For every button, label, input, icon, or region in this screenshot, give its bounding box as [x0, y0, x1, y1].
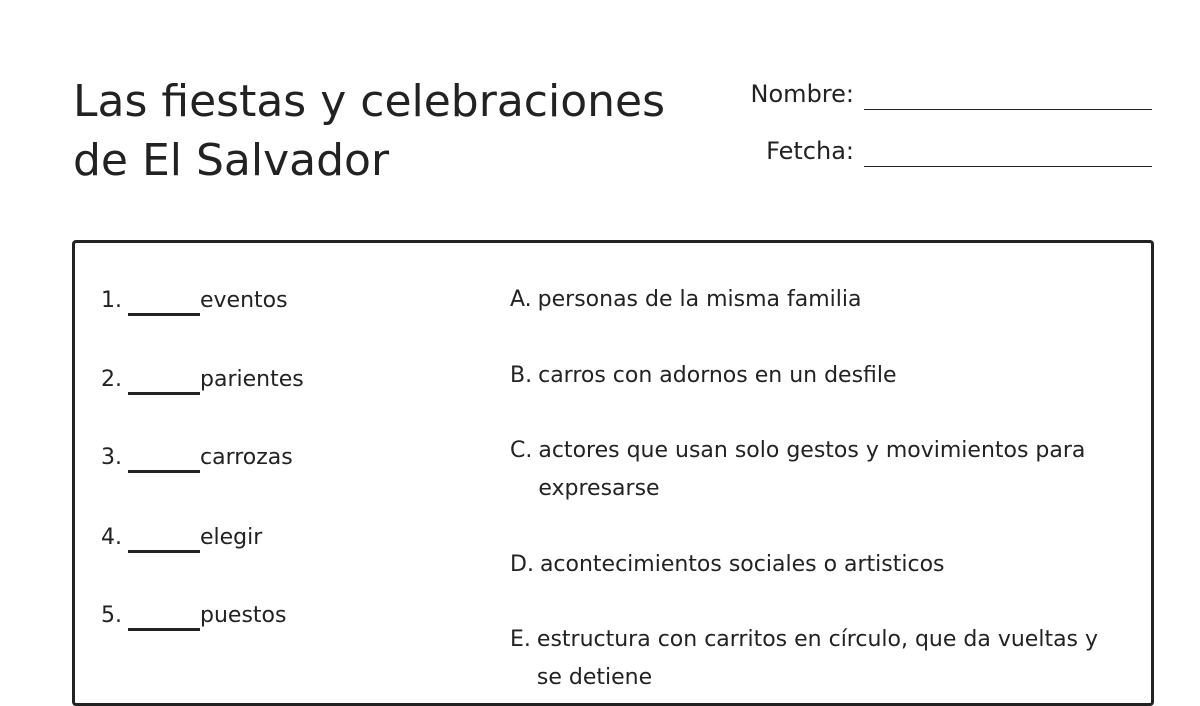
definition-text: actores que usan solo gestos y movimientos para expresarse — [538, 438, 1086, 501]
page-title — [73, 72, 665, 190]
definition-item — [510, 432, 1130, 508]
definition-letter: E. — [510, 627, 531, 652]
definition-text: carros con adornos en un desfile — [538, 363, 897, 388]
name-blank-line[interactable] — [864, 78, 1152, 110]
definition-letter: A. — [510, 287, 532, 312]
term-word: puestos — [200, 603, 287, 628]
term-item — [101, 365, 304, 395]
term-number: 3. — [101, 445, 122, 470]
name-label: Nombre: — [750, 80, 854, 108]
term-number: 2. — [101, 367, 122, 392]
definition-text: estructura con carritos en círculo, que da vueltas y se detiene — [536, 627, 1099, 690]
term-item — [101, 601, 286, 631]
title-line-1: Las fiestas y celebraciones — [73, 76, 666, 127]
answer-blank[interactable] — [128, 524, 200, 553]
term-word: eventos — [200, 288, 288, 313]
term-number: 4. — [101, 525, 122, 550]
term-word: elegir — [200, 525, 263, 550]
definition-text: acontecimientos sociales o artisticos — [539, 552, 945, 577]
title-line-2: de El Salvador — [73, 135, 390, 186]
term-item — [101, 523, 262, 553]
definition-letter: C. — [510, 438, 533, 463]
answer-blank[interactable] — [128, 287, 200, 316]
definition-item — [510, 621, 1130, 697]
definition-letter: B. — [510, 363, 533, 388]
definition-item — [510, 546, 1130, 584]
term-number: 1. — [101, 288, 122, 313]
definition-item — [510, 281, 1130, 319]
matching-exercise-box — [72, 240, 1154, 706]
date-label: Fetcha: — [766, 137, 854, 165]
term-item — [101, 286, 288, 316]
answer-blank[interactable] — [128, 444, 200, 473]
definition-text: personas de la misma familia — [537, 287, 862, 312]
term-item — [101, 443, 293, 473]
answer-blank[interactable] — [128, 366, 200, 395]
name-field-row — [751, 78, 1152, 110]
term-word: carrozas — [200, 445, 293, 470]
date-blank-line[interactable] — [864, 135, 1152, 167]
term-number: 5. — [101, 603, 122, 628]
definition-letter: D. — [510, 552, 534, 577]
answer-blank[interactable] — [128, 602, 200, 631]
date-field-row — [766, 135, 1152, 167]
term-word: parientes — [200, 367, 304, 392]
definition-item — [510, 357, 1130, 395]
